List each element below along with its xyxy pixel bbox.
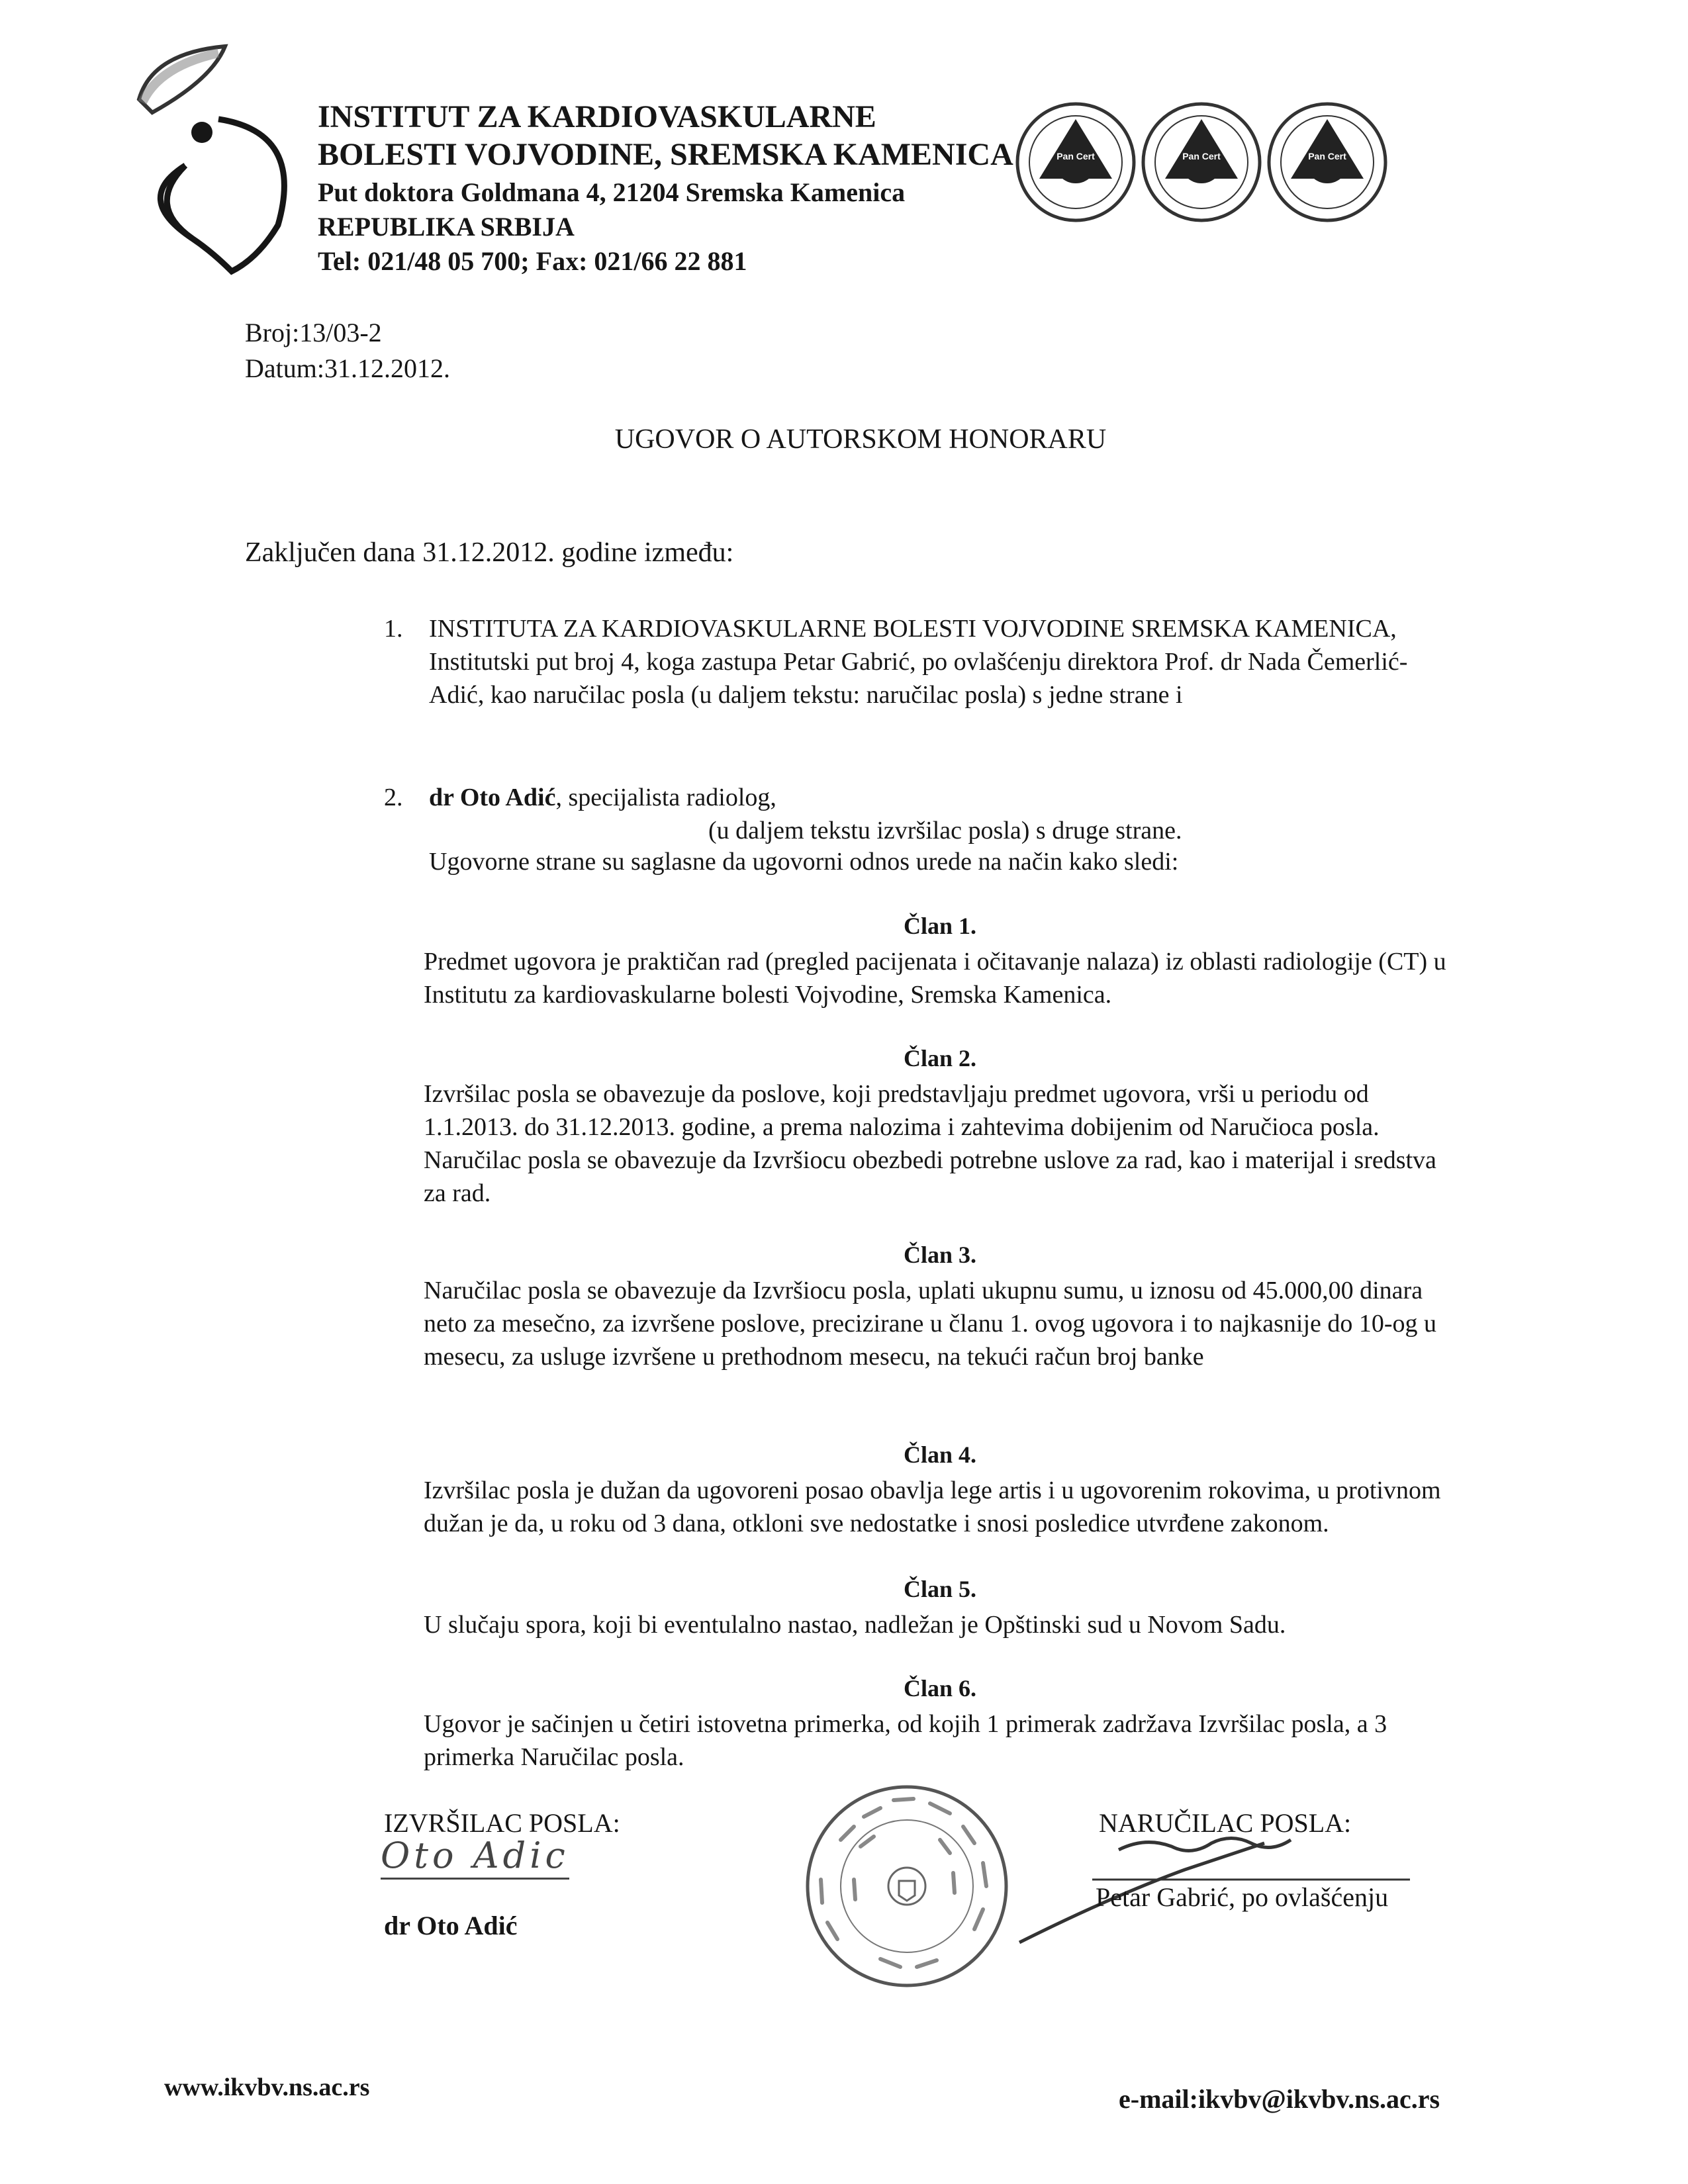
institute-phone-fax: Tel: 021/48 05 700; Fax: 021/66 22 881 (318, 246, 747, 276)
article-4-title: Član 4. (903, 1441, 977, 1468)
party-2-name: dr Oto Adić (429, 784, 556, 811)
institute-logo (113, 40, 311, 278)
article-1-paragraph-1: Predmet ugovora je praktičan rad (pregled pacijenata i očitavanje nalaza) iz oblasti radiologije (CT) u Institutu za kardiovaskularne bolesti Vojvodine, Sremska Kamenica. (424, 948, 1446, 1009)
article-2-text (424, 1077, 1456, 1210)
footer-website[interactable]: www.ikvbv.ns.ac.rs (164, 2073, 370, 2101)
executor-label: IZVRŠILAC POSLA: (384, 1808, 620, 1838)
institute-name-line2: BOLESTI VOJVODINE, SREMSKA KAMENICA (318, 137, 1013, 172)
article-5-text (424, 1608, 1456, 1641)
client-label: NARUČILAC POSLA: (1099, 1808, 1352, 1838)
institute-name-line1: INSTITUT ZA KARDIOVASKULARNE (318, 99, 876, 134)
article-5-title: Član 5. (903, 1576, 977, 1602)
official-stamp (801, 1780, 1013, 1992)
article-1-text (424, 945, 1456, 1011)
institute-address: Put doktora Goldmana 4, 21204 Sremska Kamenica (318, 177, 906, 207)
client-name: Petar Gabrić, po ovlašćenju (1096, 1882, 1389, 1912)
article-1-title: Član 1. (903, 913, 977, 939)
footer-email[interactable]: e-mail:ikvbv@ikvbv.ns.ac.rs (1119, 2084, 1440, 2114)
article-2-title: Član 2. (903, 1045, 977, 1071)
executor-signature: Oto Adic (381, 1835, 569, 1880)
certification-badge-1: Pan Cert (1013, 99, 1139, 225)
document-number: Broj:13/03-2 (245, 318, 382, 347)
article-3-text (424, 1274, 1456, 1373)
article-4-paragraph-1: Izvršilac posla je dužan da ugovoreni posao obavlja lege artis i u ugovorenim rokovima, u protivnom dužan je da, u roku od 3 dana, otkloni sve nedostatke i snosi posledice utvrđene zakonom. (424, 1477, 1441, 1537)
party-1-text: INSTITUTA ZA KARDIOVASKULARNE BOLESTI VOJVODINE SREMSKA KAMENICA, Institutski put broj 4, koga zastupa Petar Gabrić, po ovlašćenju direktora Prof. dr Nada Čemerlić-Adić, kao naručilac posla (u daljem tekstu: naručilac posla) s jedne strane i (429, 615, 1408, 709)
party-2-role: , specijalista radiolog, (555, 784, 776, 811)
party-1-number: 1. (384, 615, 403, 643)
document-title: UGOVOR O AUTORSKOM HONORARU (614, 424, 1107, 455)
concluded-date-line: Zaključen dana 31.12.2012. godine između: (245, 537, 734, 568)
certification-badge-3: Pan Cert (1264, 99, 1390, 225)
article-5-paragraph-1: U slučaju spora, koji bi eventulalno nastao, nadležan je Opštinski sud u Novom Sadu. (424, 1611, 1286, 1639)
document-date: Datum:31.12.2012. (245, 353, 450, 383)
institute-country: REPUBLIKA SRBIJA (318, 212, 575, 242)
article-3-paragraph-1: Naručilac posla se obavezuje da Izvršiocu posla, uplati ukupnu sumu, u iznosu od 45.000,00 dinara neto za mesečno, za izvršene poslove, precizirane u članu 1. ovog ugovora i to najkasnije do 10-og u mesecu, za usluge izvršene u prethodnom mesecu, na tekući račun broj banke (424, 1277, 1437, 1371)
party-2-line1 (429, 781, 776, 814)
article-2-paragraph-1: Izvršilac posla se obavezuje da poslove, koji predstavljaju predmet ugovora, vrši u periodu od 1.1.2013. do 31.12.2013. godine, a prema nalozima i zahtevima dobijenim od Naručioca posla. (424, 1080, 1380, 1141)
executor-name: dr Oto Adić (384, 1911, 518, 1940)
party-2-line2: (u daljem tekstu izvršilac posla) s druge strane. (708, 817, 1182, 844)
party-2-number: 2. (384, 784, 403, 811)
article-6-paragraph-1: Ugovor je sačinjen u četiri istovetna primerka, od kojih 1 primerak zadržava Izvršilac posla, a 3 primerka Naručilac posla. (424, 1710, 1387, 1771)
article-2-paragraph-2: Naručilac posla se obavezuje da Izvršiocu obezbedi potrebne uslove za rad, kao i materijal i sredstva za rad. (424, 1146, 1436, 1207)
article-4-text (424, 1474, 1456, 1540)
article-6-text (424, 1707, 1456, 1774)
article-6-title: Član 6. (903, 1675, 977, 1702)
certification-badge-2: Pan Cert (1139, 99, 1264, 225)
agreement-intro: Ugovorne strane su saglasne da ugovorni odnos urede na način kako sledi: (429, 848, 1179, 876)
article-3-title: Član 3. (903, 1242, 977, 1268)
